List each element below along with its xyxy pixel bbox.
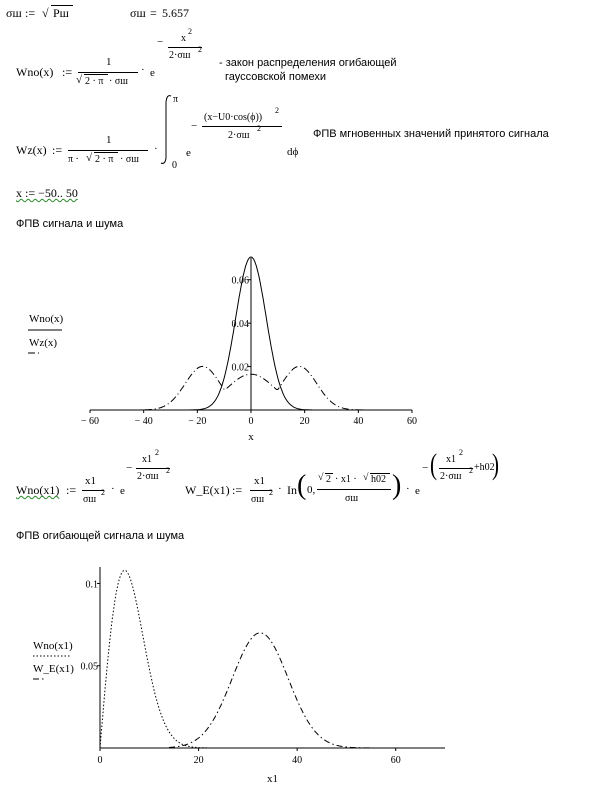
wno-def-num: 1	[106, 56, 112, 68]
wno-def-dot: ·	[141, 64, 145, 76]
chart2-y-tick-label: 0.1	[85, 579, 98, 591]
wno-def-sqrt-sign: √	[76, 74, 83, 86]
we-def-arg0: 0,	[307, 484, 316, 496]
wno-x1-def-exp-num-pow: 2	[155, 448, 159, 457]
chart-signal-noise-pdf	[0, 240, 589, 450]
wno-x1-def-assign: :=	[66, 483, 77, 497]
chart-envelope-pdf	[0, 555, 589, 794]
chart2-ylabel-we: W_E(x1)	[33, 663, 74, 675]
wz-def-assign: :=	[52, 143, 63, 157]
wz-def-sqrt-sign: √	[86, 152, 93, 164]
wno-def-exp-den: 2·σш	[169, 50, 191, 61]
chart1-x-tick-label: − 20	[188, 416, 207, 427]
range-definition: x := −50.. 50	[16, 186, 78, 200]
heading-signal-noise: ФПВ сигнала и шума	[16, 218, 124, 230]
chart2-series-we	[169, 633, 371, 748]
we-def-exp-paren-close: )	[492, 448, 499, 481]
we-def-exp-den: 2·σш	[440, 471, 462, 482]
sigma-result-value: 5.657	[162, 6, 189, 20]
we-def-exp-num-pow: 2	[459, 448, 463, 457]
chart2-x-tick-label: 20	[193, 755, 204, 766]
wno-x1-def-num: x1	[85, 475, 96, 487]
we-def-inner-sqrt2: h02	[371, 474, 386, 485]
wno-x1-def-den: σш	[83, 494, 97, 505]
we-def-exp-plus: +h02	[474, 462, 495, 473]
chart1-y-tick-label: 0.06	[231, 275, 249, 287]
heading-envelope-signal-noise: ФПВ огибающей сигнала и шума	[16, 530, 185, 542]
chart2-x-axis-label: x1	[267, 773, 278, 785]
we-def-e: e	[415, 485, 420, 497]
chart2-series-wno	[100, 570, 208, 748]
chart2-ylabel-wno: Wno(x1)	[33, 640, 73, 652]
wno-def-exp-num-pow: 2	[188, 27, 192, 36]
chart1-x-tick-label: 60	[407, 416, 417, 427]
wz-def-exp-den: 2·σш	[228, 130, 250, 141]
wno-x1-def-exp-den: 2·σш	[137, 471, 159, 482]
chart1-x-tick-label: 40	[353, 416, 364, 427]
we-def-ln: In	[287, 483, 297, 497]
chart2-x-tick-label: 0	[97, 755, 103, 766]
wz-def-exp-num: (x−U0·cos(ϕ))	[204, 112, 263, 123]
wz-def-exp-num-pow: 2	[275, 106, 279, 115]
chart1-x-tick-label: 0	[248, 416, 254, 427]
wno-x1-def-lhs: Wno(x1)	[16, 483, 60, 497]
chart2-x-tick-label: 40	[292, 755, 303, 766]
we-def-inner-mid: · x1 ·	[335, 474, 357, 485]
we-def-assign: :=	[232, 483, 243, 497]
wno-def-den-rest: · σш	[109, 76, 128, 87]
we-def-den: σш	[251, 494, 265, 505]
chart2-y-tick-label: 0.05	[80, 661, 98, 673]
sigma-def-sqrt-arg: Pш	[53, 6, 69, 20]
wz-def-int-upper: π	[173, 94, 179, 105]
wno-def-exp-minus: −	[157, 36, 164, 48]
wno-def-exp-num: x	[181, 33, 186, 44]
wz-comment: ФПВ мгновенных значений принятого сигнала	[313, 128, 549, 140]
chart1-y-tick-label: 0.04	[231, 319, 249, 331]
we-def-dot-1: ·	[278, 483, 282, 495]
we-def-inner-den: σш	[345, 493, 359, 504]
we-def-paren-close: )	[392, 470, 402, 501]
wz-def-lhs: Wz(x)	[16, 143, 47, 157]
we-def-inner-fraction-line	[317, 489, 391, 490]
wno-x1-def-exp-fraction-line	[136, 468, 170, 469]
sigma-def-lhs: σш	[6, 6, 22, 20]
wno-def-lhs: Wno(x)	[16, 65, 54, 79]
wno-x1-def-den-pow: 2	[101, 488, 105, 497]
chart1-ylabel-wno: Wno(x)	[29, 313, 64, 325]
we-def-exp-fraction-line	[439, 468, 473, 469]
wno-def-assign: :=	[62, 65, 73, 79]
we-def-exp-num: x1	[446, 454, 456, 465]
we-def-num: x1	[254, 475, 265, 487]
chart1-ylabel-wz: Wz(x)	[29, 337, 58, 349]
wz-def-den-pre: π ·	[68, 154, 79, 165]
we-def-sqrt1-sign: √	[318, 472, 324, 483]
we-def-dot-2: ·	[406, 483, 410, 495]
sigma-result-eq: =	[150, 6, 157, 20]
wz-def-den-rest: · σш	[120, 154, 139, 165]
wno-x1-def-exp-num: x1	[142, 454, 152, 465]
integral-sign	[160, 94, 174, 166]
sigma-result-lhs: σш	[130, 6, 146, 20]
wz-def-sqrt-bar	[94, 152, 118, 153]
chart1-x-tick-label: − 60	[80, 416, 100, 427]
wz-def-num: 1	[106, 134, 112, 146]
sigma-def-assign: :=	[25, 6, 36, 20]
sigma-def-sqrt-sign: √	[42, 6, 49, 20]
wno-def-fraction-line	[78, 72, 138, 73]
chart1-x-axis-label: x	[248, 431, 254, 443]
wno-def-exp-den-pow: 2	[198, 45, 202, 54]
wz-def-exp-minus: −	[191, 120, 198, 132]
wz-def-int-lower: 0	[172, 160, 177, 171]
wz-def-exp-den-pow: 2	[257, 124, 261, 133]
wno-x1-def-exp-minus: −	[126, 462, 133, 474]
wno-def-den-sqrt: 2 · π	[85, 76, 104, 87]
wz-def-dot: ·	[154, 143, 158, 155]
wno-comment-line-2: гауссовской помехи	[225, 71, 327, 83]
wno-x1-def-e: e	[120, 485, 125, 497]
wz-def-exp-fraction-line	[202, 126, 282, 127]
chart1-x-tick-label: 20	[299, 416, 310, 427]
wno-comment-line-1: - закон распределения огибающей	[219, 57, 397, 69]
chart1-x-tick-label: − 40	[134, 416, 153, 427]
we-def-exp-minus: −	[422, 462, 429, 474]
chart2-x-tick-label: 60	[390, 755, 401, 766]
wz-def-e: e	[186, 147, 191, 159]
wno-def-e: e	[150, 67, 155, 79]
chart1-y-tick-label: 0.02	[231, 362, 249, 374]
wno-def-exp-fraction-line	[168, 47, 202, 48]
we-def-sqrt2-sign: √	[363, 472, 369, 483]
we-def-exp-den-pow: 2	[469, 466, 473, 475]
we-def-inner-sqrt1: 2	[326, 474, 331, 485]
wno-def-sqrt-bar	[84, 74, 108, 75]
wz-def-fraction-line	[68, 150, 148, 151]
we-def-paren-open: (	[297, 470, 307, 501]
wz-def-dphi: dϕ	[287, 146, 299, 158]
wno-x1-def-dot: ·	[111, 483, 115, 495]
we-def-lhs: W_E(x1)	[185, 483, 230, 497]
we-def-exp-paren-open: (	[430, 448, 437, 481]
wz-def-den-sqrt: 2 · π	[95, 154, 114, 165]
wno-x1-def-exp-den-pow: 2	[166, 466, 170, 475]
we-def-den-pow: 2	[269, 488, 273, 497]
